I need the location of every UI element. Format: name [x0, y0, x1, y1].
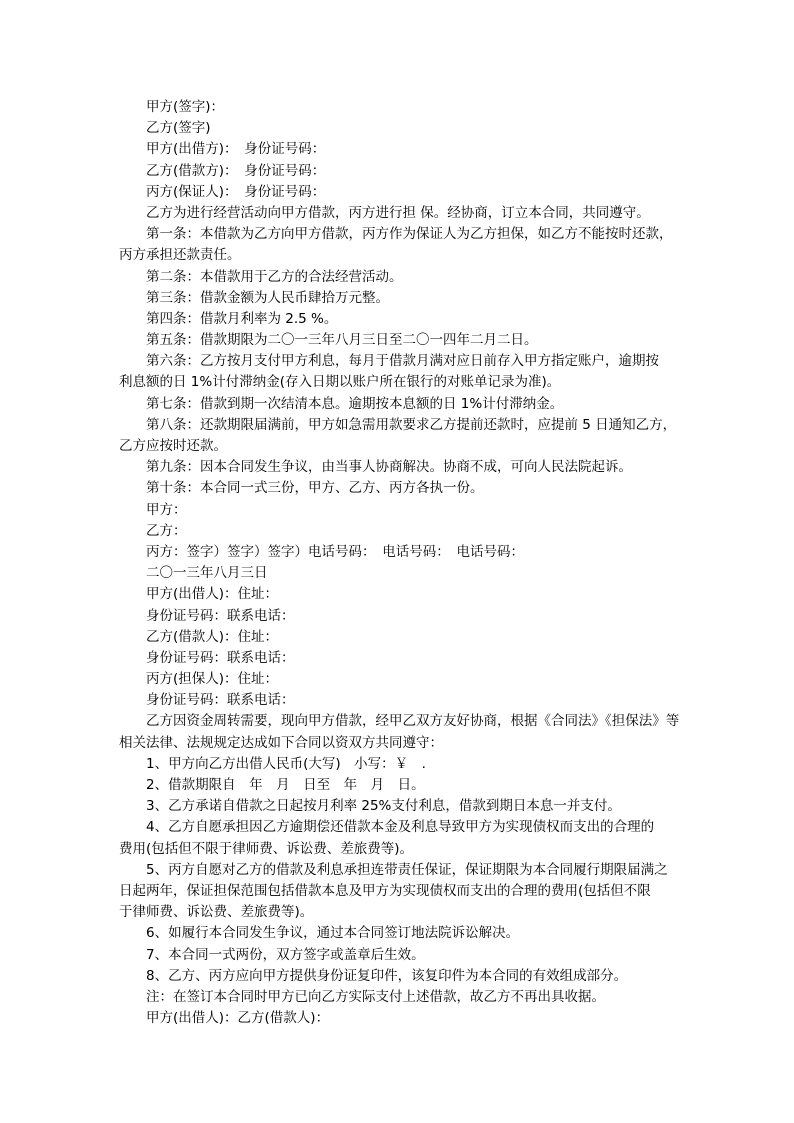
text-line: 丙方(担保人)：住址： — [146, 671, 279, 688]
text-line: 8、乙方、丙方应向甲方提供身份证复印件，该复印件为本合同的有效组成部分。 — [146, 967, 628, 984]
text-line: 身份证号码：联系电话： — [146, 692, 295, 709]
text-line: 丙方(保证人)： 身份证号码： — [146, 183, 326, 200]
text-line: 乙方(借款方)： 身份证号码： — [146, 162, 326, 179]
text-line: 第一条：本借款为乙方向甲方借款，丙方作为保证人为乙方担保，如乙方不能按时还款， — [146, 226, 673, 243]
text-line: 7、本合同一式两份，双方签字或盖章后生效。 — [146, 946, 425, 963]
text-line: 身份证号码：联系电话： — [146, 649, 295, 666]
text-line: 6、如履行本合同发生争议，通过本合同签订地法院诉讼解决。 — [146, 925, 520, 942]
text-line: 注：在签订本合同时甲方已向乙方实际支付上述借款，故乙方不再出具收据。 — [146, 988, 605, 1005]
text-line: 甲方(签字)： — [146, 99, 225, 115]
text-line: 乙方(签字) — [146, 120, 211, 137]
text-line: 费用(包括但不限于律师费、诉讼费、差旅费等)。 — [119, 840, 414, 857]
text-line: 乙方应按时还款。 — [119, 438, 227, 454]
text-line: 身份证号码：联系电话： — [146, 607, 295, 624]
text-line: 甲方(出借方)： 身份证号码： — [146, 141, 326, 158]
contract-body — [119, 97, 679, 1029]
text-line: 甲方(出借人)：乙方(借款人)： — [146, 1010, 330, 1027]
text-line: 第七条：借款到期一次结清本息。逾期按本息额的日 1%计付滞纳金。 — [146, 395, 564, 412]
text-line: 3、乙方承诺自借款之日起按月利率 25%支付利息，借款到期日本息一并支付。 — [146, 798, 621, 815]
text-line: 乙方为进行经营活动向甲方借款，丙方进行担 保。经协商，订立本合同，共同遵守。 — [146, 204, 650, 221]
text-line: 第八条：还款期限届满前，甲方如急需用款要求乙方提前还款时，应提前 5 日通知乙方， — [146, 416, 677, 433]
text-line: 第五条：借款期限为二〇一三年八月三日至二〇一四年二月二日。 — [146, 332, 538, 349]
text-line: 乙方： — [146, 522, 187, 539]
text-line: 甲方： — [146, 501, 187, 518]
text-line: 第三条：借款金额为人民币肆拾万元整。 — [146, 289, 389, 306]
text-line: 4、乙方自愿承担因乙方逾期偿还借款本金及利息导致甲方为实现债权而支出的合理的 — [146, 819, 655, 836]
text-line: 第六条：乙方按月支付甲方利息，每月于借款月满对应日前存入甲方指定账户，逾期按 — [146, 353, 659, 370]
text-line: 甲方(出借人)：住址： — [146, 586, 279, 603]
text-line: 2、借款期限自 年 月 日至 年 月 日。 — [146, 777, 425, 793]
text-line: 利息额的日 1%计付滞纳金(存入日期以账户所在银行的对账单记录为准)。 — [119, 374, 561, 391]
text-line: 第二条：本借款用于乙方的合法经营活动。 — [146, 268, 403, 285]
text-line: 5、丙方自愿对乙方的借款及利息承担连带责任保证，保证期限为本合同履行期限届满之 — [146, 861, 668, 878]
text-line: 二〇一三年八月三日 — [146, 565, 268, 582]
text-line: 日起两年，保证担保范围包括借款本息及甲方为实现债权而支出的合理的费用(包括但不限 — [119, 882, 651, 899]
text-line: 丙方承担还款责任。 — [119, 247, 241, 264]
text-line: 乙方因资金周转需要，现向甲方借款，经甲乙双方友好协商，根据《合同法》《担保法》等 — [146, 713, 680, 730]
text-line: 丙方：签字）签字）签字）电话号码： 电话号码： 电话号码： — [146, 543, 524, 560]
text-line: 于律师费、诉讼费、差旅费等)。 — [119, 904, 314, 921]
text-line: 第九条：因本合同发生争议，由当事人协商解决。协商不成，可向人民法院起诉。 — [146, 459, 632, 476]
text-line: 乙方(借款人)：住址： — [146, 628, 279, 645]
text-line: 1、甲方向乙方出借人民币(大写) 小写：￥ . — [146, 755, 426, 772]
text-line: 第十条：本合同一式三份，甲方、乙方、丙方各执一份。 — [146, 480, 484, 497]
text-line: 相关法律、法规规定达成如下合同以资双方共同遵守： — [119, 734, 443, 751]
text-line: 第四条：借款月利率为 2.5 %。 — [146, 310, 338, 327]
